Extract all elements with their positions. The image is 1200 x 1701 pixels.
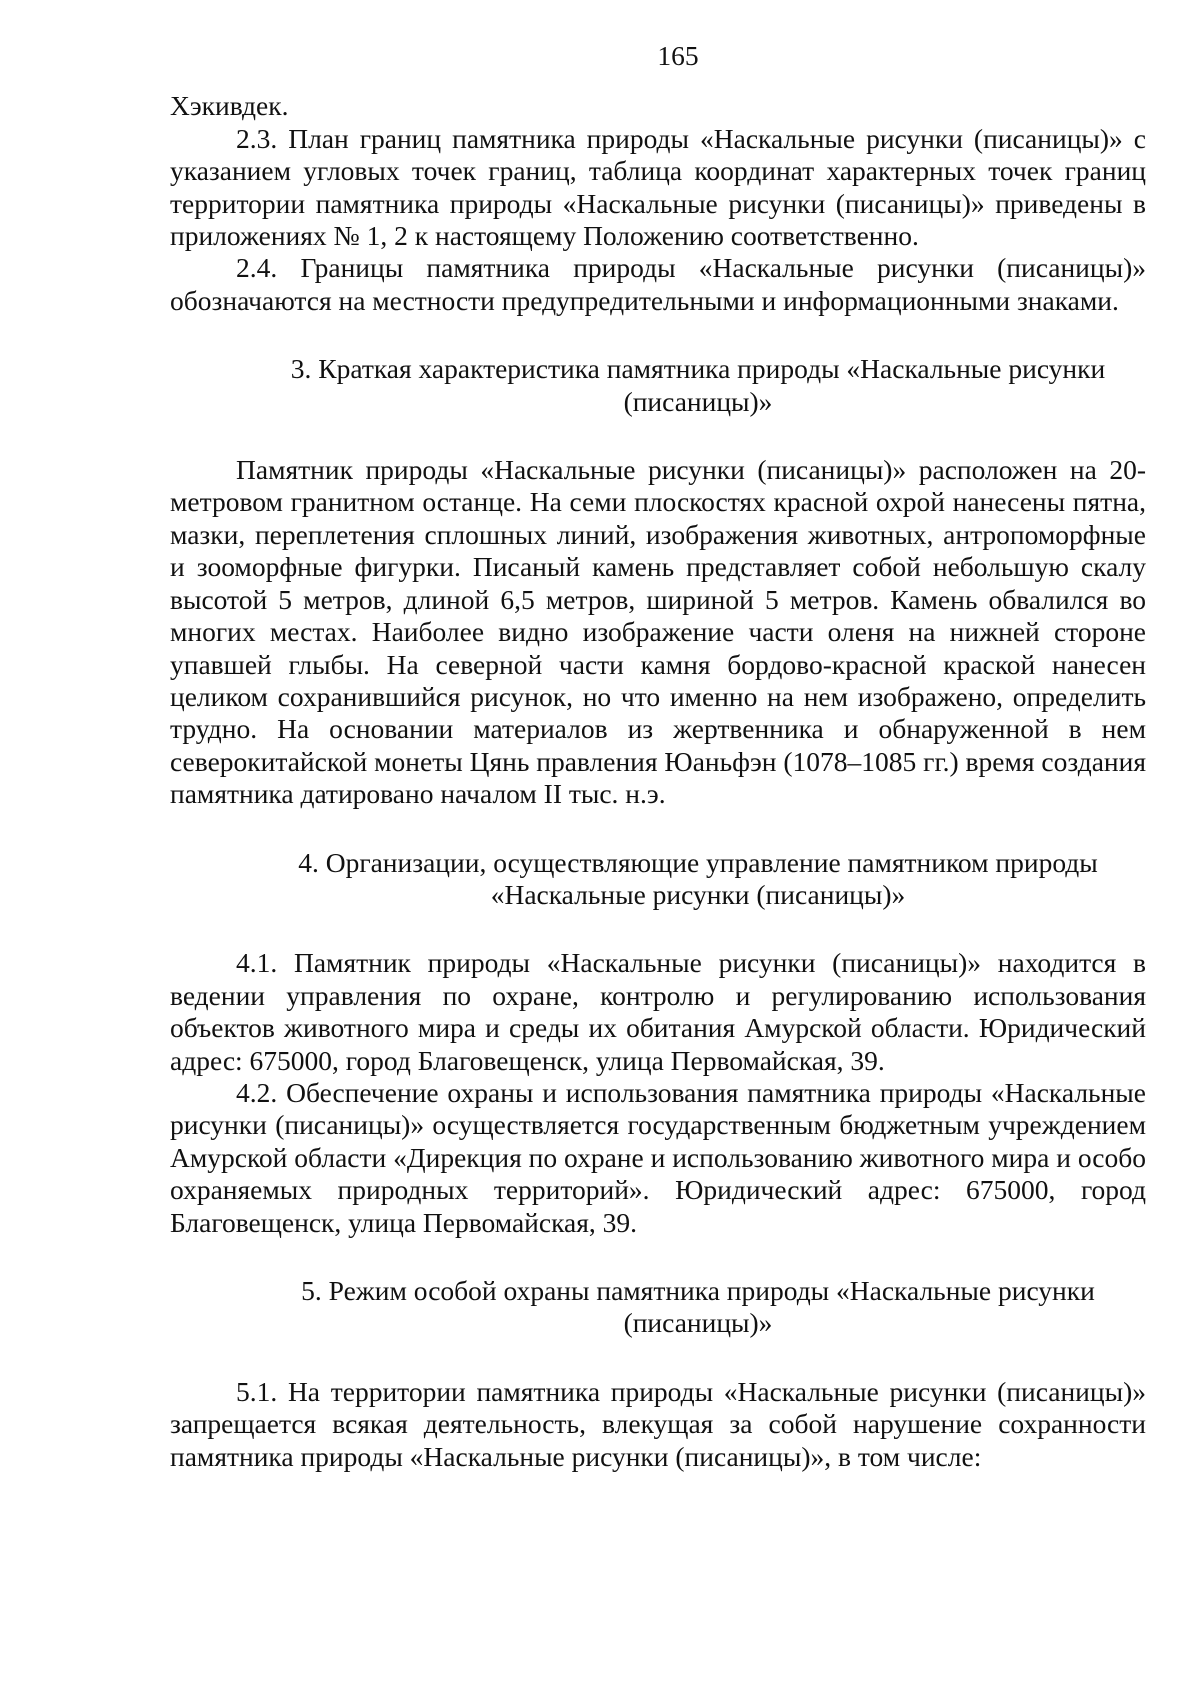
section-5-heading-line2: (писаницы)» [623,1307,773,1339]
section-5-heading-line1: 5. Режим особой охраны памятника природы «Наскальные рисунки [301,1275,1095,1306]
section-4-heading-line1: 4. Организации, осуществляющие управление памятником природы [298,846,1098,878]
section-5-heading [170,1275,1146,1340]
paragraph-4-1: 4.1. Памятник природы «Наскальные рисунки (писаницы)» находится в ведении управления по охране, контролю и регулированию использования объектов животного мира и среды их обитания Амурской области. Юридический адрес: 675000, город Благовещенск, улица Первомайская, 39. [170,947,1146,1076]
paragraph-2-4: 2.4. Границы памятника природы «Наскальные рисунки (писаницы)» обозначаются на местности предупредительными и информационными знаками. [170,252,1146,316]
section-4-heading-line2: «Наскальные рисунки (писаницы)» [490,878,906,910]
section-4-heading [170,847,1146,912]
paragraph-2-3: 2.3. План границ памятника природы «Наскальные рисунки (писаницы)» с указанием угловых точек границ, таблица координат характерных точек границ территории памятника природы «Наскальные рисунки (писаницы)» приведены в приложениях № 1, 2 к настоящему Положению соответственно. [170,122,1146,252]
document-page [170,40,1146,1473]
paragraph-continuation: Хэкивдек. [170,90,289,122]
section-3-heading-line2: (писаницы)» [623,385,773,417]
section-3-heading-line1: 3. Краткая характеристика памятника природы «Наскальные рисунки [290,353,1106,385]
section-3-heading [170,353,1146,418]
paragraph-5-1: 5.1. На территории памятника природы «Наскальные рисунки (писаницы)» запрещается всякая деятельность, влекущая за собой нарушение сохранности памятника природы «Наскальные рисунки (писаницы)», в том числе: [170,1375,1146,1472]
page-number: 165 [657,40,699,71]
paragraph-section-3: Памятник природы «Наскальные рисунки (писаницы)» расположен на 20-метровом гранитном останце. На семи плоскостях красной охрой нанесены пятна, мазки, переплетения сплошных линий, изображения животных, антропоморфные и зооморфные фигурки. Писаный камень представляет собой небольшую скалу высотой 5 метров, длиной 6,5 метров, шириной 5 метров. Камень обвалился во многих местах. Наиболее видно изображение части оленя на нижней стороне упавшей глыбы. На северной части камня бордово-красной краской нанесен целиком сохранившийся рисунок, но что именно на нем изображено, определить трудно. На основании материалов из жертвенника и обнаруженной в нем северокитайской монеты Цянь правления Юаньфэн (1078–1085 гг.) время создания памятника датировано началом II тыс. н.э. [170,454,1146,810]
paragraph-4-2: 4.2. Обеспечение охраны и использования памятника природы «Наскальные рисунки (писаницы)» осуществляется государственным бюджетным учреждением Амурской области «Дирекция по охране и использованию животного мира и особо охраняемых природных территорий». Юридический адрес: 675000, город Благовещенск, улица Первомайская, 39. [170,1076,1146,1238]
